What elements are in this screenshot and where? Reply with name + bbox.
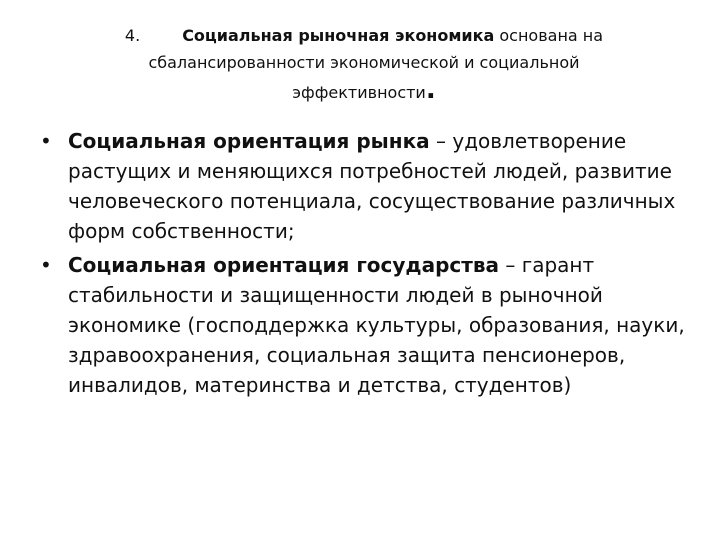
bullet-bold-term: Социальная ориентация рынка xyxy=(68,129,430,153)
heading-text-line3: эффективности xyxy=(292,83,426,102)
bullet-text: – гарант стабильности и защищенности людей в рыночной экономике (господдержка культуры, образования, науки, здравоохранения, социальная защита пенсионеров, инвалидов, материнства и детства, студентов) xyxy=(68,253,685,397)
heading-text-line1: основана на xyxy=(494,26,604,45)
heading-number: 4. xyxy=(124,26,141,45)
bullet-icon: • xyxy=(40,129,52,153)
bullet-item-state xyxy=(40,250,700,400)
heading-end-mark: . xyxy=(425,75,436,105)
slide-heading xyxy=(84,22,644,108)
bullet-item-market xyxy=(40,126,700,246)
heading-line3 xyxy=(84,75,644,108)
heading-bold-term: Социальная рыночная экономика xyxy=(182,26,495,45)
heading-text-line2: сбалансированности экономической и социальной xyxy=(148,53,580,72)
bullet-text: – удовлетворение растущих и меняющихся потребностей людей, развитие человеческого потенциала, сосуществование различных форм собственности; xyxy=(68,129,676,243)
bullet-icon: • xyxy=(40,253,52,277)
bullet-bold-term: Социальная ориентация государства xyxy=(68,253,499,277)
bullet-list xyxy=(40,126,700,404)
